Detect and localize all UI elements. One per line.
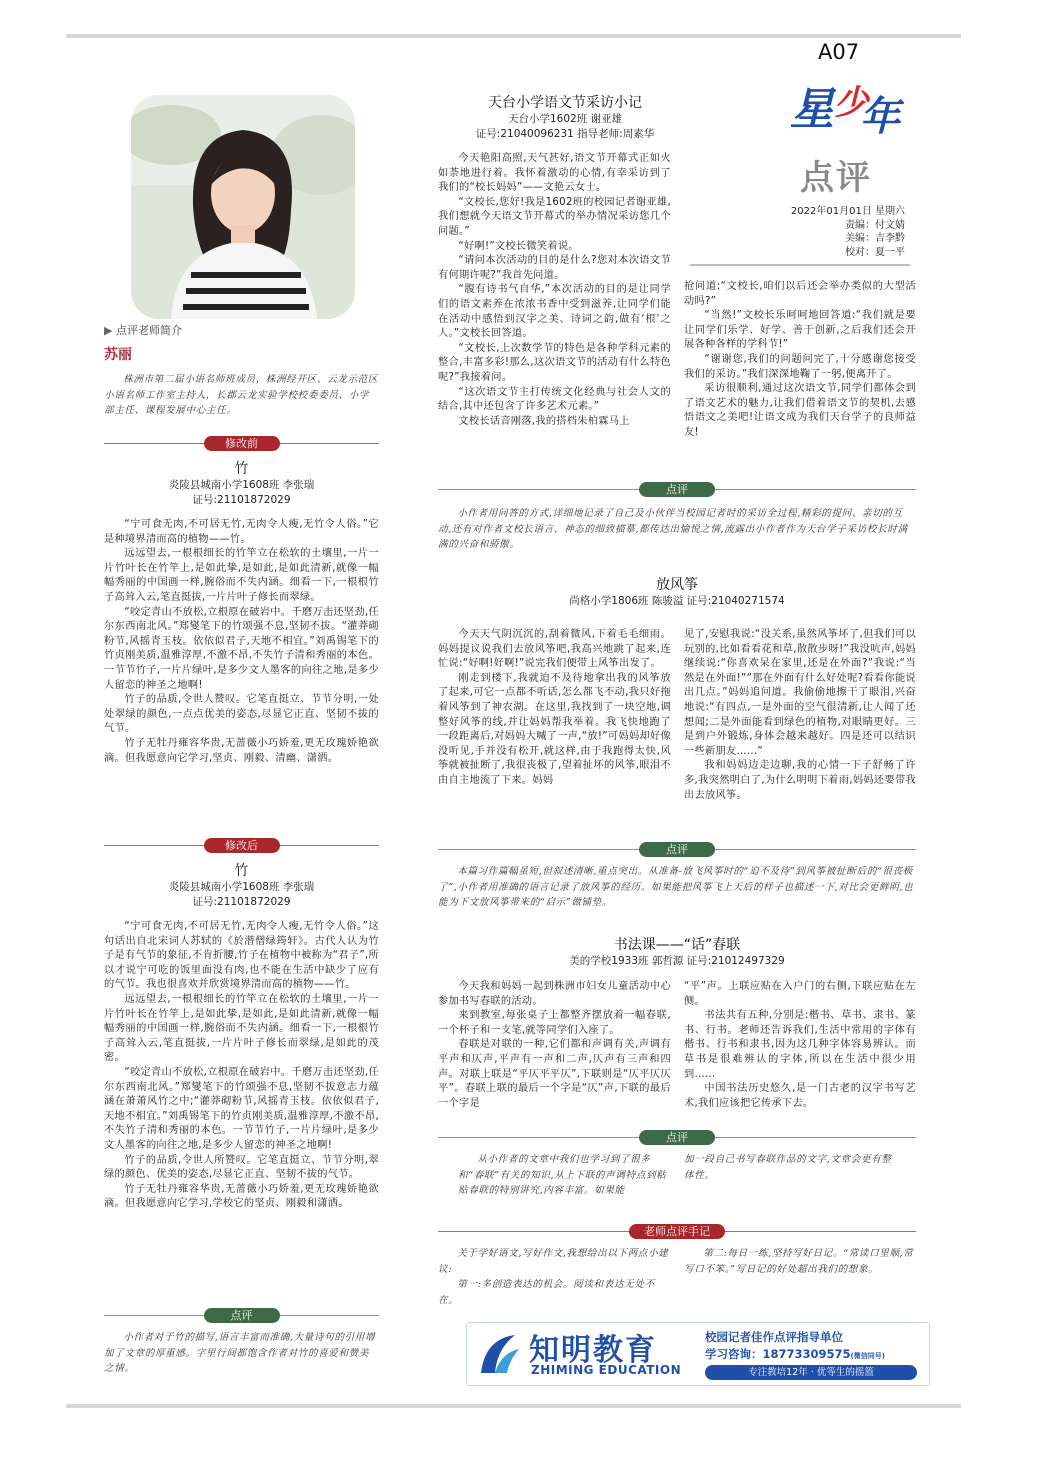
triangle-icon: ▶ bbox=[104, 324, 116, 337]
teacher-photo bbox=[131, 95, 355, 319]
comment-text: 本篇习作篇幅虽短,但叙述清晰,重点突出。从准备-放飞风筝时的“迫不及待”到风筝被扯断后的“很丧极了”,小作者用准确的语言记录了放风筝的经历。如果能把风筝飞上天后的样子也描述一下,对比会更鲜明,也能为下文放风筝带来的“启示”做铺垫。 bbox=[438, 866, 914, 908]
ad-logo-en: ZHIMING EDUCATION bbox=[531, 1363, 682, 1377]
bottom-rule bbox=[66, 1404, 961, 1408]
divider-comment-kite bbox=[438, 842, 916, 857]
divider-comment-label: 点评 bbox=[639, 1130, 715, 1145]
divider-comment-calligraphy bbox=[438, 1130, 916, 1145]
interview-comment bbox=[438, 506, 916, 553]
header-underline bbox=[690, 264, 910, 266]
comment-text: 小作者用问答的方式,详细地记录了自己及小伙伴当校园记者时的采访全过程,精彩的提问、亲切的互动,还有对作者文校长语言、神态的细致描摹,都传达出愉悦之情,流露出小作者作为天台学子采访校长时满满的兴奋和骄傲。 bbox=[438, 508, 908, 550]
article-after-cert: 证号:21101872029 bbox=[192, 896, 291, 908]
article-before-title: 竹 bbox=[234, 461, 249, 477]
paragraph: 远远望去,一根根细长的竹竿立在松软的土壤里,一片一片竹叶长在竹竿上,是如此挚,是如此,是如此清新,就像一幅幅秀丽的中国画一样,腕俗而不失内涵。细看一下,一根根竹子高耸入云,笔直挺拔,一片片叶子修长而翠绿,是如此的茂密。 bbox=[104, 993, 379, 1064]
brand-logo bbox=[790, 72, 905, 144]
paragraph: “腹有诗书气自华,”本次活动的目的是让同学们的语文素养在浓浓书香中受到滋养,让同学们能在活动中感悟到汉字之美、诗词之韵,做有‘根’之人。”文校长回答道。 bbox=[438, 284, 671, 340]
kite-comment bbox=[438, 864, 916, 911]
teacher-label-text: 点评老师简介 bbox=[115, 324, 182, 337]
brand-char-nian: 年 bbox=[860, 94, 900, 140]
paragraph: 今天我和妈妈一起到株洲市妇女儿童活动中心参加书写春联的活动。 bbox=[438, 981, 671, 1007]
paragraph: 今天天气阴沉沉的,刮着微风,下着毛毛细雨。妈妈提议说我们去放风筝吧,我高兴地跳了起来,连忙说:“好啊!好啊!”说完我们便带上风筝出发了。 bbox=[438, 629, 671, 670]
paragraph: 中国书法历史悠久,是一门古老的汉字书写艺术,我们应该把它传承下去。 bbox=[684, 1083, 916, 1109]
paragraph: 第二:每日一练,坚持写好日记。“常读口里顺,常写口不笨。”写日记的好处超出我们的想象。 bbox=[684, 1248, 914, 1275]
paragraph: 文校长话音刚落,我的搭档朱柏霖马上 bbox=[458, 415, 630, 427]
ad-banner bbox=[466, 1322, 930, 1386]
calligraphy-heading bbox=[438, 934, 916, 969]
paragraph: 竹子无牡丹雍容华贵,无蔷薇小巧娇羞,更无玫瑰娇艳欲滴。但我愿意向它学习,学校它的坚贞、刚毅和潇洒。 bbox=[104, 1183, 379, 1210]
paragraph: 远远望去,一根根细长的竹竿立在松软的土壤里,一片一片竹叶长在竹竿上,是如此挚,是如此,是如此清新,就像一幅幅秀丽的中国画一样,腕俗而不失内涵。细看一下,一根根竹子高耸入云,笔直挺拔,一片片叶子修长而翠绿。 bbox=[104, 548, 379, 603]
paragraph: 春联是对联的一种,它们都和声调有关,声调有平声和仄声,平声有一声和二声,仄声有三声和四声。对联上联是“平仄平平仄”,下联则是“仄平仄仄平”。春联上联的最后一个字是“仄”声,下联的最后一个字是 bbox=[438, 1039, 671, 1109]
paragraph: “文校长,上次数学节的特色是各种学科元素的整合,丰富多彩!那么,这次语文节的活动有什么特色呢?”我接着问。 bbox=[438, 342, 671, 383]
article-after bbox=[104, 860, 379, 1212]
divider-comment-label: 点评 bbox=[204, 1308, 280, 1323]
article-before-school: 炎陵县城南小学1608班 李张瑞 bbox=[168, 479, 315, 491]
teacher-bio-text: 株洲市第二届小语名师班成员，株洲经开区、云龙示范区小语名师工作室主持人，长郡云龙实验学校校委委员、小学部主任、课程发展中心主任。 bbox=[104, 374, 379, 416]
paragraph: “宁可食无肉,不可居无竹,无肉令人瘦,无竹令人俗。”它是种境界清而高的植物——竹。 bbox=[104, 519, 379, 545]
brand-char-shao: 少 bbox=[834, 83, 868, 123]
interview-title: 天台小学语文节采访小记 bbox=[488, 95, 642, 111]
interview-cert: 证号:21040096231 指导老师:周素华 bbox=[475, 128, 655, 140]
designer-credit: 美编：吉李黔 bbox=[845, 233, 905, 244]
kite-right-column bbox=[684, 628, 916, 803]
calligraphy-left-column bbox=[438, 980, 671, 1111]
comment-text: 小作者对于竹的描写,语言丰富而准确,大量诗句的引用增加了文章的厚重感。字里行间都饱含作者对竹的喜爱和赞美之情。 bbox=[104, 1332, 376, 1374]
paragraph: 刚走到楼下,我就迫不及待地拿出我的风筝放了起来,可它一点都不听话,怎么都飞不动,我只好拖着风筝到了神农湖。在这里,我找到了一块空地,调整好风筝的线,并让妈妈帮我举着。我飞快地跑了一段距离后,对妈妈大喊了一声,“放!”可妈妈却好像没听见,手并没有松开,就这样,由于我跑得太快,风筝就被扯断了,我很丧极了,望着扯坏的风筝,眼泪不由自主地流了下来。妈妈 bbox=[438, 672, 671, 786]
kite-heading bbox=[438, 574, 916, 609]
ad-line3: 专注教培12年 · 优等生的摇篮 bbox=[705, 1365, 917, 1380]
ad-line2 bbox=[705, 1346, 885, 1362]
divider-after-label: 修改后 bbox=[204, 838, 280, 853]
teacher-bio bbox=[104, 372, 379, 419]
page-number: A07 bbox=[818, 40, 860, 64]
teacher-label bbox=[104, 322, 182, 338]
notes-right bbox=[684, 1246, 916, 1277]
ad-line1: 校园记者佳作点评指导单位 bbox=[705, 1330, 843, 1344]
paragraph: 第一:多创造表达的机会。阅读和表达无处不在。 bbox=[438, 1279, 655, 1306]
paragraph: 关于学好语文,写好作文,我想给出以下两点小建议: bbox=[438, 1248, 669, 1275]
interview-left-column bbox=[438, 152, 671, 429]
brand-char-xing: 星 bbox=[790, 84, 834, 135]
paragraph: “宁可食无肉,不可居无竹,无肉令人瘦,无竹令人俗。”这句话出自北宋词人苏轼的《於潜僧绿筠轩》。古代人认为竹子是有气节的象征,不肯折腰,竹子在植物中被称为“君子”,所以才说宁可吃的饭里面没有肉,也不能在生活中缺少了应有的气节。我也很喜欢并欣赏境界清而高的植物——竹。 bbox=[104, 921, 379, 991]
calligraphy-right-column bbox=[684, 980, 916, 1111]
calligraphy-comment-right bbox=[684, 1152, 896, 1183]
divider-comment-label: 点评 bbox=[639, 482, 715, 497]
kite-byline: 尚格小学1806班 陈骏溢 证号:21040271574 bbox=[569, 595, 785, 607]
divider-before bbox=[104, 436, 379, 451]
ad-logo-text: 知明教育 bbox=[529, 1333, 657, 1368]
paragraph: 竹子的品质,令世人所赞叹。它笔直挺立、节节分明,翠绿的颜色、优美的姿态,尽显它正直、坚韧不拔的气节。 bbox=[104, 1154, 379, 1181]
paragraph: “谢谢您,我们的问题问完了,十分感谢您接受我们的采访。”我们深深地鞠了一躬,便离开了。 bbox=[684, 353, 916, 380]
paragraph: “当然!”文校长乐呵呵地回答道:“我们就是要让同学们乐学、好学、善于创新,之后我们还会开展各种各样的学科节!” bbox=[684, 310, 916, 351]
interview-school: 天台小学1602班 谢亚雄 bbox=[507, 113, 623, 125]
kite-title: 放风筝 bbox=[656, 577, 698, 593]
divider-comment-interview bbox=[438, 482, 916, 497]
paragraph: 今天艳阳高照,天气甚好,语文节开幕式正如火如荼地进行着。我怀着激动的心情,有幸采访到了我们的“校长妈妈”——文艳云女士。 bbox=[438, 153, 671, 194]
teacher-name: 苏丽 bbox=[104, 347, 132, 363]
calligraphy-byline: 美的学校1933班 郭哲源 证号:21012497329 bbox=[569, 955, 785, 967]
paragraph: “咬定青山不放松,立根原在破岩中。千磨万击还坚劲,任尔东西南北风。”郑燮笔下的竹颂强不息,坚韧不拔意志力蕴涵在萧萧风竹之中;“灌莽砌粉节,风摇青玉枝。依依似君子,天地不相宜。”刘禹锡笔下的竹贞刚美质,温雅淳厚,不激不昂,不失竹子清和秀丽的本色。一节节竹子,一片片绿叶,是多少文人墨客的向往之地,是多少人留恋的神圣之地啊! bbox=[104, 1066, 379, 1151]
interview-right-column bbox=[684, 280, 916, 441]
calligraphy-title: 书法课——“话”春联 bbox=[613, 937, 741, 953]
divider-before-label: 修改前 bbox=[204, 436, 280, 451]
comment-text: 加一段自己书写春联作品的文字,文章会更有整体性。 bbox=[684, 1154, 892, 1181]
paragraph: “咬定青山不放松,立根原在破岩中。千磨万击还坚劲,任尔东西南北风。”郑燮笔下的竹颂强不息,坚韧不拔。“灌莽砌粉节,风摇青玉枝。依依似君子,天地不相宜。”刘禹锡笔下的竹贞刚美质,温雅淳厚,不激不昂,不失竹子清和秀丽的本色。一节节竹子,一片片绿叶,是多少文人墨客的向往之地,是多少人留恋的神圣之地啊! bbox=[104, 606, 379, 691]
article-before-body bbox=[104, 518, 379, 766]
paragraph: 见了,安慰我说:“没关系,虽然风筝坏了,但我们可以玩别的,比如看看花和草,散散步呀!”我没吭声,妈妈继续说:“你喜欢呆在家里,还是在外面?”我说:“当然是在外面!”“那在外面有什么好处呢?看看你能说出几点。”妈妈追问道。我偷偷地擦干了眼泪,兴奋地说:“有四点,一是外面的空气很清新,让人闻了还想闻;二是外面能看到绿色的植物,对眼睛更好。三是到户外锻炼,身体会越来越好。四是还可以结识一些新朋友……” bbox=[684, 629, 916, 757]
paragraph: 采访很顺利,通过这次语文节,同学们都体会到了语文艺术的魅力,让我们借着语文节的契机,去感悟语文之美吧!让语文成为我们天台学子的良师益友! bbox=[684, 383, 916, 438]
ad-phone: 学习咨询：18773309575 bbox=[705, 1347, 851, 1361]
divider-comment-left bbox=[104, 1308, 379, 1323]
proofreader-credit: 校对：夏一平 bbox=[845, 246, 905, 258]
paragraph: 抢问道:“文校长,咱们以后还会举办类似的大型活动吗?” bbox=[684, 281, 916, 307]
paragraph: “好啊!”文校长微笑着说。 bbox=[458, 240, 579, 252]
paragraph: 我和妈妈边走边聊,我的心情一下子舒畅了许多,我突然明白了,为什么明明下着雨,妈妈还要带我出去放风筝。 bbox=[684, 760, 916, 801]
kite-left-column bbox=[438, 628, 671, 789]
ad-phone-note: (微信同号) bbox=[850, 1352, 885, 1360]
paragraph: “请问本次活动的目的是什么?您对本次语文节有何期许呢?”我首先问道。 bbox=[438, 255, 671, 281]
header-meta bbox=[740, 205, 905, 259]
comment-text: 从小作者的文章中我们也学习到了很多和“春联”有关的知识,从上下联的声调特点到粘贴春联的特别讲究,内容丰富。如果能 bbox=[458, 1154, 667, 1196]
article-after-body bbox=[104, 920, 379, 1212]
paragraph: 竹子的品质,令世人赞叹。它笔直挺立、节节分明,一处处翠绿的颜色,一点点优美的姿态,尽显它正直、坚韧不拔的气节。 bbox=[104, 694, 379, 735]
divider-after bbox=[104, 838, 379, 853]
interview-heading bbox=[430, 92, 700, 142]
article-after-title: 竹 bbox=[234, 863, 249, 879]
calligraphy-comment-left bbox=[458, 1152, 670, 1199]
teacher-photo-graphic bbox=[131, 95, 355, 319]
divider-notes bbox=[438, 1224, 916, 1239]
paragraph: “平”声。上联应贴在入户门的右侧,下联应贴在左侧。 bbox=[684, 981, 916, 1007]
paragraph: “这次语文节主打传统文化经典与社会人文的结合,其中还包含了许多艺术元素。” bbox=[438, 386, 671, 413]
section-title: 点评 bbox=[800, 158, 872, 198]
article-before-cert: 证号:21101872029 bbox=[192, 494, 291, 506]
notes-left bbox=[438, 1246, 670, 1308]
issue-date: 2022年01月01日 星期六 bbox=[790, 206, 905, 217]
brand-logo-graphic bbox=[790, 72, 905, 144]
divider-comment-label: 点评 bbox=[639, 842, 715, 857]
divider-notes-label: 老师点评手记 bbox=[629, 1224, 725, 1239]
article-before bbox=[104, 458, 379, 766]
article-after-school: 炎陵县城南小学1608班 李张瑞 bbox=[168, 881, 315, 893]
paragraph: 竹子无牡丹雍容华贵,无蔷薇小巧娇羞,更无玫瑰娇艳欲滴。但我愿意向它学习,坚贞、刚毅、清幽、潇洒。 bbox=[104, 737, 379, 764]
paragraph: 书法共有五种,分别是:楷书、草书、隶书、篆书、行书。老师还告诉我们,生活中常用的字体有楷书、行书和隶书,因为这几种字体容易辨认。而草书是很难辨认的字体,所以在生活中很少用到…… bbox=[684, 1010, 916, 1080]
paragraph: “文校长,您好!我是1602班的校园记者谢亚雄,我们想就今天语文节开幕式的举办情况采访您几个问题。” bbox=[438, 196, 671, 237]
editor-credit: 责编：付文婧 bbox=[845, 219, 905, 231]
ad-logo-icon bbox=[475, 1329, 523, 1379]
paragraph: 来到教室,每张桌子上都整齐摆放着一幅春联,一个杯子和一支笔,就等同学们入座了。 bbox=[438, 1010, 671, 1036]
top-rule bbox=[66, 34, 961, 38]
article-after-comment bbox=[104, 1330, 379, 1377]
